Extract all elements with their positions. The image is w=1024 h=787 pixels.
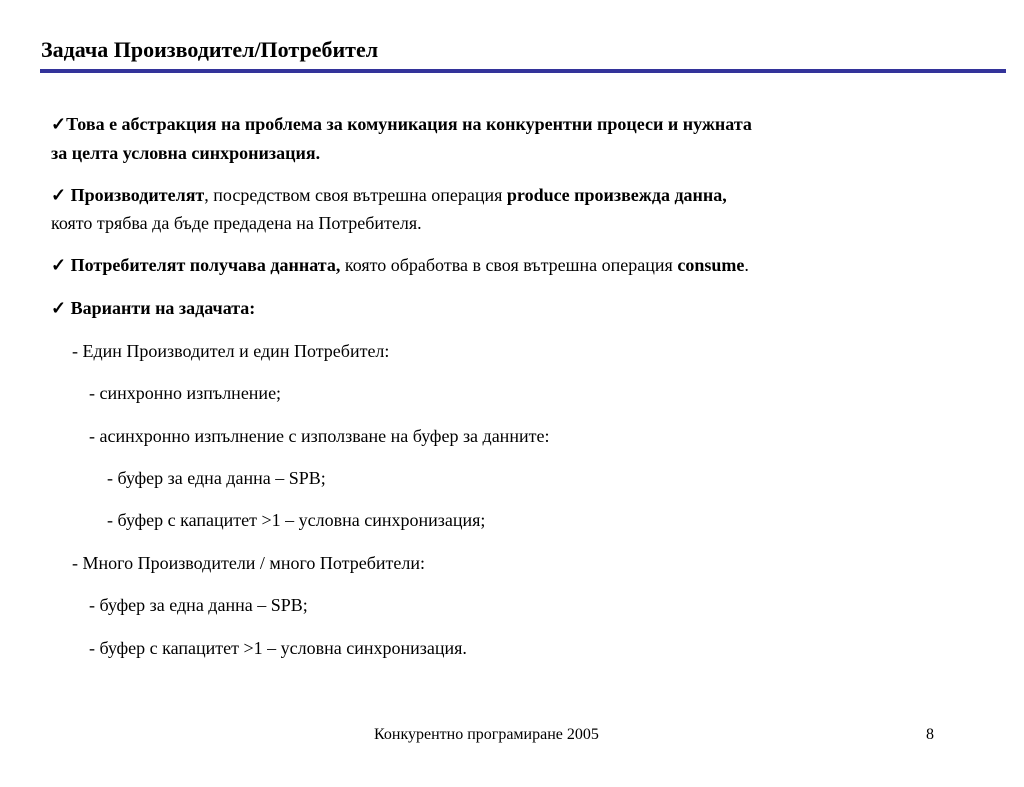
bullet-3-line-1 <box>51 254 749 276</box>
list-item: - синхронно изпълнение; <box>89 383 282 403</box>
title-underline <box>40 69 1006 73</box>
bullet-1-line-2: за целта условна синхронизация. <box>51 143 321 163</box>
consume-term: consume <box>677 255 745 275</box>
bullet-1-text: Това е абстракция на проблема за комуникация на конкурентни процеси и нужната <box>66 114 752 134</box>
bullet-2-line-2: която трябва да бъде предадена на Потребителя. <box>51 213 422 233</box>
bullet-4-line-1 <box>51 297 255 319</box>
list-item: - асинхронно изпълнение с използване на буфер за данните: <box>89 426 550 446</box>
list-item: - Един Производител и един Потребител: <box>72 341 390 361</box>
checkmark-icon: ✓ <box>51 114 67 134</box>
bullet-2-line-1 <box>51 184 727 206</box>
checkmark-icon: ✓ <box>51 298 67 318</box>
bullet-3-text: която обработва в своя вътрешна операция <box>340 255 678 275</box>
produce-term: produce произвежда данна, <box>506 185 727 205</box>
bullet-3-end: . <box>744 255 749 275</box>
slide-title: Задача Производител/Потребител <box>41 37 379 62</box>
list-item: - буфер с капацитет >1 – условна синхронизация. <box>89 638 467 658</box>
footer-course: Конкурентно програмиране 2005 <box>374 726 599 743</box>
list-item: - буфер с капацитет >1 – условна синхронизация; <box>107 510 486 530</box>
consumer-term: Потребителят получава данната, <box>70 255 341 275</box>
page-number: 8 <box>926 726 934 743</box>
list-item: - буфер за една данна – SPB; <box>89 595 308 615</box>
list-item: - Много Производители / много Потребители: <box>72 553 425 573</box>
bullet-1-line-1 <box>51 113 752 135</box>
list-item: - буфер за една данна – SPB; <box>107 468 326 488</box>
variants-heading: Варианти на задачата: <box>70 298 256 318</box>
producer-term: Производителят <box>70 185 205 205</box>
checkmark-icon: ✓ <box>51 185 67 205</box>
checkmark-icon: ✓ <box>51 255 67 275</box>
bullet-2-text: , посредством своя вътрешна операция <box>204 185 507 205</box>
